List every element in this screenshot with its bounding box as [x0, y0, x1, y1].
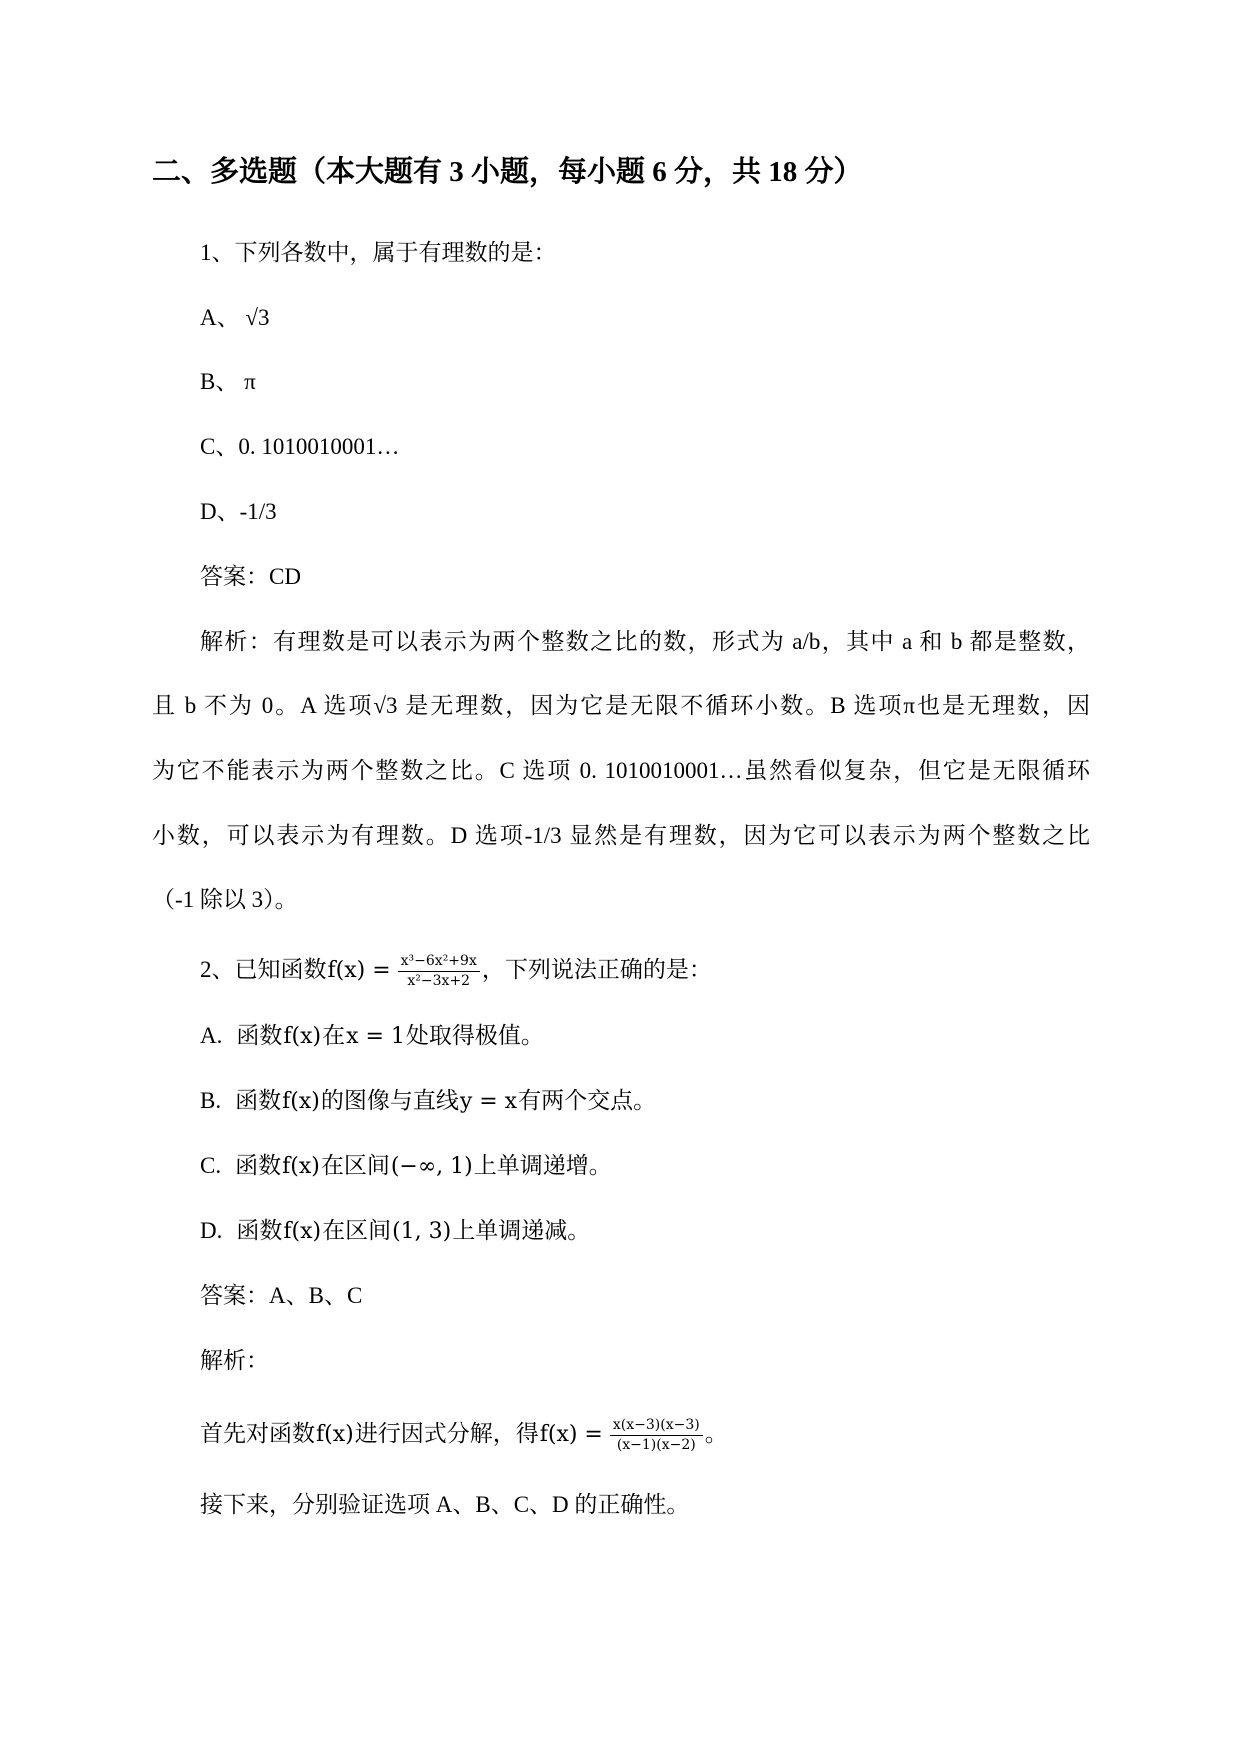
question-2-analysis-step-1 — [200, 1414, 728, 1454]
option-text: 上单调递增。 — [473, 1153, 612, 1178]
question-1-analysis-line: （-1 除以 3）。 — [152, 887, 298, 912]
fraction-numerator: x³−6x²+9x — [398, 954, 480, 972]
question-1-answer: 答案：CD — [200, 564, 301, 589]
option-math: (1, 3) — [392, 1219, 452, 1244]
question-2-option-a — [200, 1016, 544, 1056]
step-text: 首先对函数 — [200, 1421, 315, 1446]
option-text: 处取得极值。 — [405, 1023, 544, 1048]
question-2-option-c — [200, 1146, 612, 1186]
option-text: 的图像与直线 — [320, 1088, 459, 1113]
option-label: B. — [200, 1088, 222, 1113]
function-fraction — [398, 954, 480, 989]
section-heading: 二、多选题（本大题有 3 小题，每小题 6 分，共 18 分） — [152, 156, 863, 188]
question-2-option-d — [200, 1211, 590, 1251]
question-2-stem-prefix: 2、已知函数 — [200, 957, 327, 982]
option-math: f(x) — [283, 1219, 322, 1244]
factored-lhs: f(x) = — [539, 1422, 603, 1447]
question-1-option-c: C、0. 1010010001… — [200, 434, 400, 459]
question-1-option-d: D、-1/3 — [200, 499, 277, 524]
option-text: 函数 — [236, 1218, 283, 1243]
option-math: x = 1 — [346, 1024, 405, 1049]
function-lhs: f(x) = — [327, 958, 391, 983]
option-math: f(x) — [282, 1154, 320, 1179]
option-text: 有两个交点。 — [518, 1088, 657, 1113]
step-text: 进行因式分解，得 — [354, 1421, 539, 1446]
option-math: f(x) — [282, 1089, 320, 1114]
option-text: 函数 — [235, 1088, 282, 1113]
question-1-analysis-line: 小数，可以表示为有理数。D 选项-1/3 显然是有理数，因为它可以表示为两个整数之比 — [152, 823, 1090, 848]
step-text: 。 — [704, 1421, 728, 1446]
question-1-analysis-line: 解析：有理数是可以表示为两个整数之比的数，形式为 a/b，其中 a 和 b 都是整数， — [200, 629, 1090, 654]
option-text: 在区间 — [322, 1218, 392, 1243]
question-2-stem-suffix: ，下列说法正确的是： — [481, 957, 712, 982]
question-2-analysis-step-2: 接下来，分别验证选项 A、B、C、D 的正确性。 — [200, 1492, 690, 1517]
option-label: A. — [200, 1023, 223, 1048]
option-math: y = x — [459, 1089, 518, 1114]
option-text: 在区间 — [320, 1153, 390, 1178]
question-2-option-b — [200, 1081, 656, 1121]
question-1-option-a: A、 √3 — [200, 305, 270, 330]
option-text: 上单调递减。 — [452, 1218, 591, 1243]
question-2-analysis-label: 解析： — [200, 1348, 269, 1373]
option-text: 函数 — [236, 1023, 283, 1048]
fraction-numerator: x(x−3)(x−3) — [610, 1418, 703, 1436]
option-label: C. — [200, 1153, 222, 1178]
question-1-analysis-line: 为它不能表示为两个整数之比。C 选项 0. 1010010001…虽然看似复杂，但它是无限循环 — [152, 758, 1090, 783]
option-text: 函数 — [235, 1153, 282, 1178]
question-2-answer: 答案：A、B、C — [200, 1283, 363, 1308]
factored-fraction — [610, 1418, 703, 1453]
option-text: 在 — [322, 1023, 346, 1048]
fraction-denominator: (x−1)(x−2) — [616, 1437, 696, 1454]
question-1-option-b: B、 π — [200, 369, 256, 394]
question-1-analysis-line: 且 b 不为 0。A 选项√3 是无理数，因为它是无限不循环小数。B 选项π也是无理数，因 — [152, 693, 1090, 718]
fraction-denominator: x²−3x+2 — [407, 973, 471, 990]
question-2-stem — [200, 950, 712, 990]
step-math: f(x) — [316, 1422, 354, 1447]
option-label: D. — [200, 1218, 223, 1243]
option-math: (−∞, 1) — [390, 1154, 473, 1179]
question-1-stem: 1、下列各数中，属于有理数的是： — [200, 240, 557, 265]
option-math: f(x) — [283, 1024, 322, 1049]
